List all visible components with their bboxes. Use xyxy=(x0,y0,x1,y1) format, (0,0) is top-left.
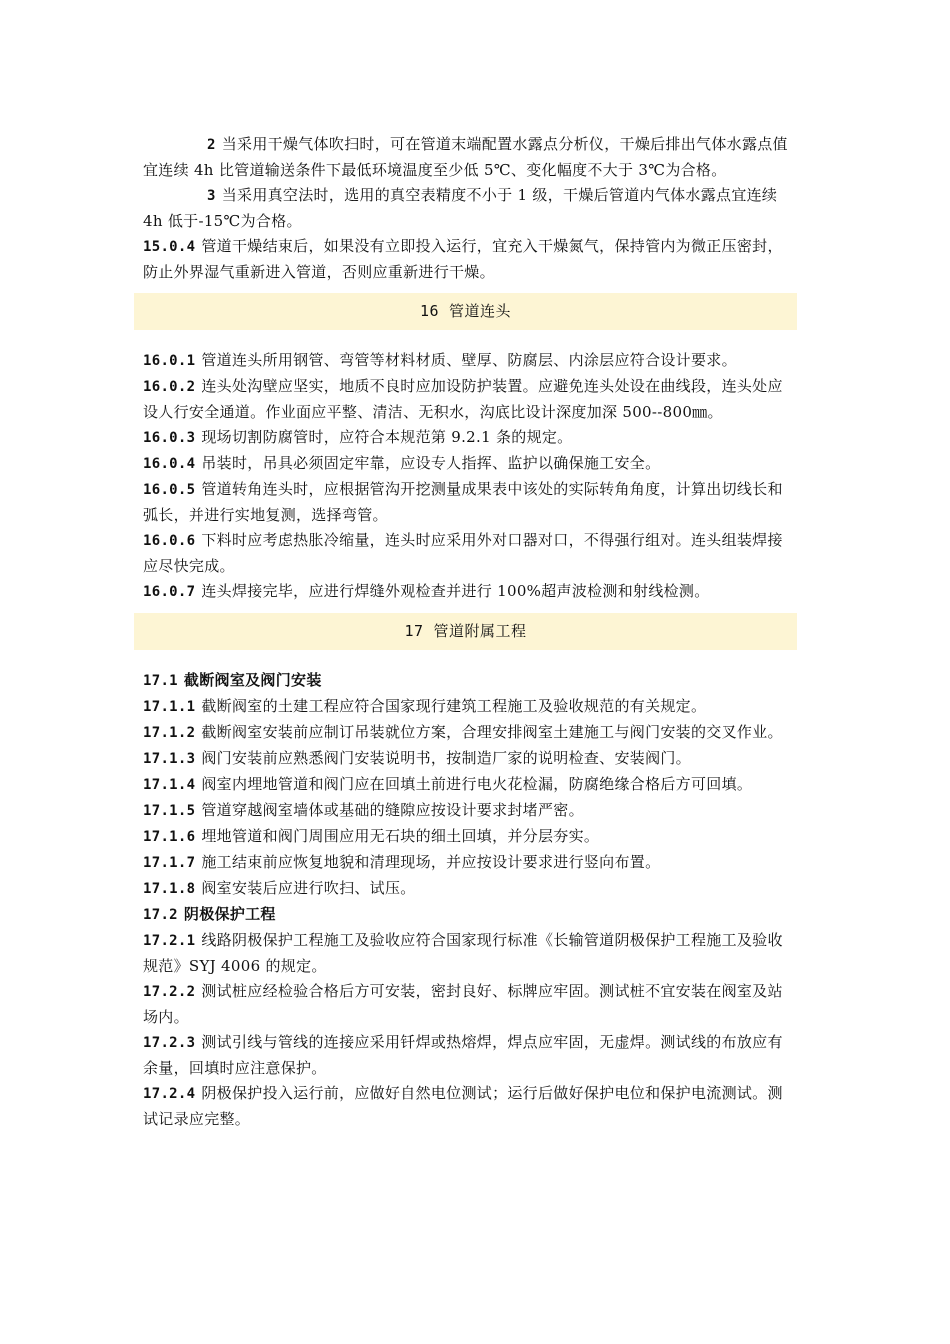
clause-number: 17.1.3 xyxy=(143,751,196,767)
clause-17-1-2 xyxy=(143,720,793,746)
item-2-paragraph xyxy=(143,132,793,183)
clause-17-2-2 xyxy=(143,979,793,1030)
clause-number: 16.0.6 xyxy=(143,533,196,549)
subsection-17-1-heading xyxy=(143,668,793,694)
clause-text: 施工结束前应恢复地貌和清理现场，并应按设计要求进行竖向布置。 xyxy=(201,853,661,871)
clause-16-0-4 xyxy=(143,451,793,477)
clause-text: 连头焊接完毕，应进行焊缝外观检查并进行 100%超声波检测和射线检测。 xyxy=(201,582,710,600)
clause-17-2-4 xyxy=(143,1081,793,1132)
section-title: 管道附属工程 xyxy=(433,622,527,640)
section-title: 管道连头 xyxy=(449,302,512,320)
clause-text: 埋地管道和阀门周围应用无石块的细土回填，并分层夯实。 xyxy=(201,827,600,845)
clause-text: 阀室安装后应进行吹扫、试压。 xyxy=(201,879,416,897)
section-number: 16 xyxy=(419,302,440,320)
clause-number: 16.0.7 xyxy=(143,584,196,600)
clause-16-0-6 xyxy=(143,528,793,579)
clause-text: 阀室内埋地管道和阀门应在回填土前进行电火花检漏，防腐绝缘合格后方可回填。 xyxy=(201,775,753,793)
clause-text: 管道连头所用钢管、弯管等材料材质、壁厚、防腐层、内涂层应符合设计要求。 xyxy=(201,351,737,369)
subsection-title: 阴极保护工程 xyxy=(183,905,276,923)
clause-text: 测试桩应经检验合格后方可安装，密封良好、标牌应牢固。测试桩不宜安装在阀室及站场内。 xyxy=(143,982,783,1026)
clause-number: 17.1.6 xyxy=(143,829,196,845)
clause-text: 管道干燥结束后，如果没有立即投入运行，宜充入干燥氮气，保持管内为微正压密封，防止外界湿气重新进入管道，否则应重新进行干燥。 xyxy=(143,237,783,281)
clause-number: 17.1.8 xyxy=(143,881,196,897)
clause-number: 16.0.2 xyxy=(143,379,196,395)
clause-17-1-7 xyxy=(143,850,793,876)
item-2-label: 2 xyxy=(207,137,216,153)
subsection-title: 截断阀室及阀门安装 xyxy=(183,671,322,689)
clause-16-0-3 xyxy=(143,425,793,451)
clause-17-1-5 xyxy=(143,798,793,824)
clause-text: 管道穿越阀室墙体或基础的缝隙应按设计要求封堵严密。 xyxy=(201,801,584,819)
clause-text: 管道转角连头时，应根据管沟开挖测量成果表中该处的实际转角角度，计算出切线长和弧长，并进行实地复测，选择弯管。 xyxy=(143,480,783,524)
clause-number: 17.1.2 xyxy=(143,725,196,741)
clause-number: 17.2.1 xyxy=(143,933,196,949)
clause-number: 16.0.5 xyxy=(143,482,196,498)
clause-17-1-1 xyxy=(143,694,793,720)
clause-17-1-4 xyxy=(143,772,793,798)
clause-17-1-6 xyxy=(143,824,793,850)
clause-number: 17.2.2 xyxy=(143,984,196,1000)
clause-17-2-1 xyxy=(143,928,793,979)
clause-text: 截断阀室的土建工程应符合国家现行建筑工程施工及验收规范的有关规定。 xyxy=(201,697,707,715)
clause-17-1-8 xyxy=(143,876,793,902)
clause-number: 16.0.4 xyxy=(143,456,196,472)
clause-number: 17.1.5 xyxy=(143,803,196,819)
clause-text: 截断阀室安装前应制订吊装就位方案，合理安排阀室土建施工与阀门安装的交叉作业。 xyxy=(201,723,783,741)
document-body xyxy=(143,132,793,1132)
clause-number: 17.1.4 xyxy=(143,777,196,793)
clause-number: 16.0.1 xyxy=(143,353,196,369)
clause-number: 15.0.4 xyxy=(143,239,196,255)
section-16-heading xyxy=(134,293,797,330)
clause-text: 连头处沟壁应坚实，地质不良时应加设防护装置。应避免连头处设在曲线段，连头处应设人行安全通道。作业面应平整、清洁、无积水，沟底比设计深度加深 500--800㎜。 xyxy=(143,377,783,421)
clause-number: 17.2.4 xyxy=(143,1086,196,1102)
item-3-text: 当采用真空法时，选用的真空表精度不小于 1 级，干燥后管道内气体水露点宜连续 4h 低于-15℃为合格。 xyxy=(143,186,778,230)
section-17-heading xyxy=(134,613,797,650)
subsection-17-2-heading xyxy=(143,902,793,928)
clause-17-1-3 xyxy=(143,746,793,772)
clause-text: 阴极保护投入运行前，应做好自然电位测试；运行后做好保护电位和保护电流测试。测试记录应完整。 xyxy=(143,1084,783,1128)
subsection-number: 17.1 xyxy=(143,673,178,689)
clause-number: 16.0.3 xyxy=(143,430,196,446)
clause-16-0-5 xyxy=(143,477,793,528)
section-number: 17 xyxy=(404,622,424,640)
clause-number: 17.2.3 xyxy=(143,1035,196,1051)
clause-text: 吊装时，吊具必须固定牢靠，应设专人指挥、监护以确保施工安全。 xyxy=(201,454,661,472)
item-3-label: 3 xyxy=(207,188,216,204)
item-2-text: 当采用干燥气体吹扫时，可在管道末端配置水露点分析仪，干燥后排出气体水露点值宜连续 4h 比管道输送条件下最低环境温度至少低 5℃、变化幅度不大于 3℃为合格。 xyxy=(143,135,788,179)
clause-text: 线路阴极保护工程施工及验收应符合国家现行标准《长输管道阴极保护工程施工及验收规范》SYJ 4006 的规定。 xyxy=(143,931,783,975)
clause-text: 测试引线与管线的连接应采用钎焊或热熔焊，焊点应牢固，无虚焊。测试线的布放应有余量，回填时应注意保护。 xyxy=(143,1033,783,1077)
clause-16-0-2 xyxy=(143,374,793,425)
subsection-number: 17.2 xyxy=(143,907,178,923)
clause-16-0-1 xyxy=(143,348,793,374)
item-3-paragraph xyxy=(143,183,793,234)
clause-text: 下料时应考虑热胀冷缩量，连头时应采用外对口器对口，不得强行组对。连头组装焊接应尽快完成。 xyxy=(143,531,783,575)
clause-15-0-4 xyxy=(143,234,793,285)
clause-number: 17.1.7 xyxy=(143,855,196,871)
clause-17-2-3 xyxy=(143,1030,793,1081)
clause-number: 17.1.1 xyxy=(143,699,196,715)
clause-text: 阀门安装前应熟悉阀门安装说明书，按制造厂家的说明检查、安装阀门。 xyxy=(201,749,691,767)
clause-text: 现场切割防腐管时，应符合本规范第 9.2.1 条的规定。 xyxy=(201,428,573,446)
clause-16-0-7 xyxy=(143,579,793,605)
